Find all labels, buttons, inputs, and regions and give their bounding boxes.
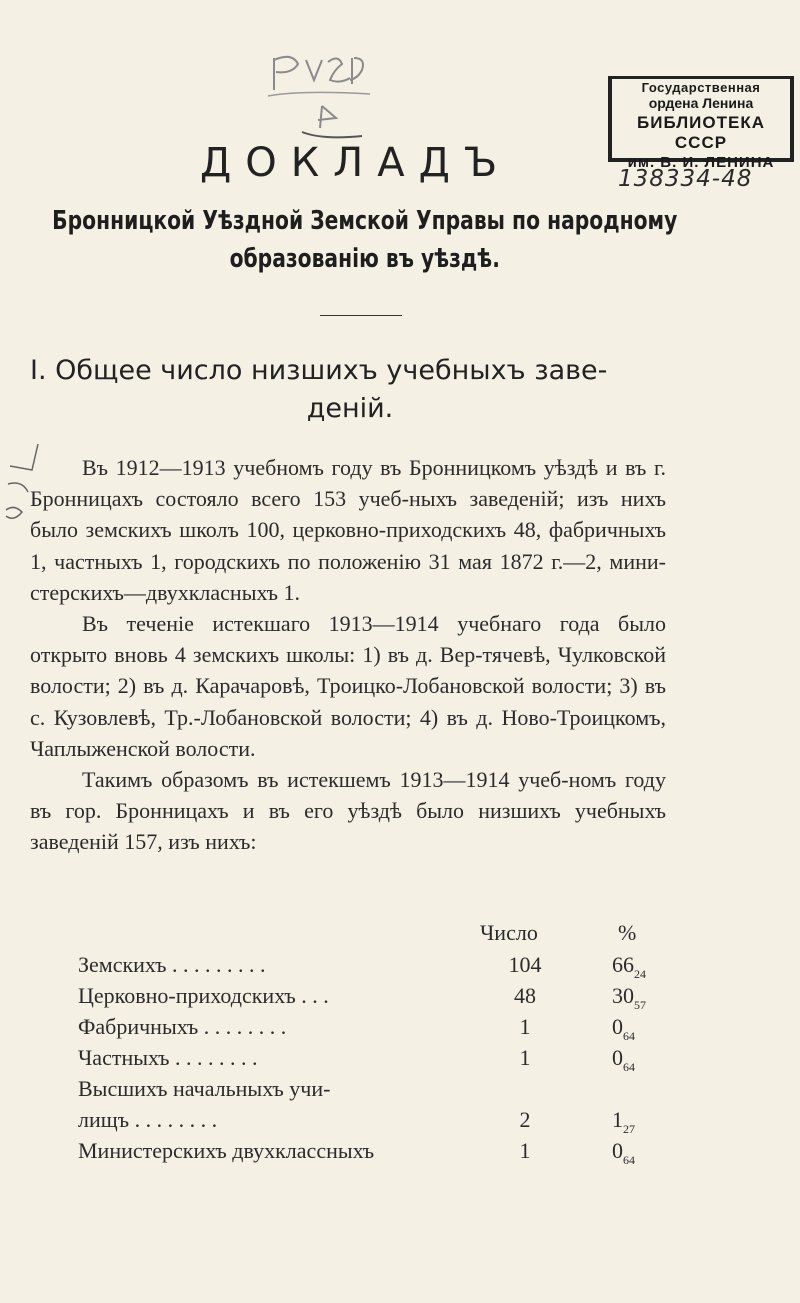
table-row	[78, 983, 678, 1014]
percent-main: 30	[612, 983, 634, 1008]
row-count: 1	[519, 1045, 531, 1070]
row-label: Фабричныхъ . . . . . . . .	[78, 1014, 287, 1039]
row-percent	[612, 983, 646, 1013]
percent-fraction: 64	[623, 1029, 635, 1043]
percent-main: 1	[612, 1107, 623, 1132]
header-percent: %	[618, 920, 637, 945]
percent-fraction: 24	[634, 967, 646, 981]
row-percent	[612, 952, 646, 982]
percent-fraction: 64	[623, 1153, 635, 1167]
paragraph-2: Въ теченіе истекшаго 1913—1914 учебнаго года было открыто вновь 4 земскихъ школы: 1) въ д. Вер-тячевѣ, Чулковской волости; 2) въ д. Карачаровѣ, Троицко-Лобановской волости; 3) въ с. Кузовлевѣ, Тр.-Лобановской волости; 4) въ д. Ново-Троицкомъ, Чаплыженской волости.	[30, 611, 666, 761]
stamp-line-3: БИБЛИОТЕКА СССР	[637, 113, 765, 152]
percent-main: 0	[612, 1014, 623, 1039]
paragraph-1: Въ 1912—1913 учебномъ году въ Бронницкомъ уѣздѣ и въ г. Бронницахъ состояло всего 153 учеб-ныхъ заведеній; изъ нихъ было земскихъ школъ 100, церковно-приходскихъ 48, фабричныхъ 1, частныхъ 1, городскихъ по положенію 31 мая 1872 г.—2, мини-стерскихъ—двухкласныхъ 1.	[30, 455, 666, 605]
row-count: 1	[519, 1138, 531, 1163]
row-label: Частныхъ . . . . . . . .	[78, 1045, 258, 1070]
document-title: ДОКЛАДЪ	[200, 140, 512, 186]
row-count: 2	[519, 1107, 531, 1132]
percent-main: 66	[612, 952, 634, 977]
divider-rule	[320, 315, 402, 316]
handwriting-icon	[262, 50, 372, 145]
percent-fraction: 27	[623, 1122, 635, 1136]
table-row	[78, 1014, 678, 1045]
section-heading	[30, 352, 670, 428]
percent-fraction: 57	[634, 998, 646, 1012]
percent-main: 0	[612, 1045, 623, 1070]
library-stamp	[608, 76, 794, 171]
row-label: Церковно-приходскихъ . . .	[78, 983, 329, 1008]
row-label: Земскихъ . . . . . . . . .	[78, 952, 266, 977]
row-count: 48	[514, 983, 536, 1008]
row-percent	[612, 1045, 635, 1075]
stamp-line-4: им. В. И. ЛЕНИНА	[627, 154, 775, 171]
percent-main: 0	[612, 1138, 623, 1163]
subtitle-line-1: Бронницкой Уѣздной Земской Управы по народному	[52, 206, 678, 236]
header-count: Число	[480, 920, 538, 945]
stamp-line-1: Государственная	[641, 80, 761, 95]
stamp-line-2: ордена Ленина	[648, 95, 754, 111]
body-text	[30, 452, 666, 858]
row-label: лищъ . . . . . . . .	[78, 1107, 218, 1132]
section-heading-line-2: деній.	[306, 393, 394, 424]
row-label: Высшихъ начальныхъ учи-	[78, 1076, 331, 1101]
section-heading-line-1: I. Общее число низшихъ учебныхъ заве-	[30, 355, 608, 386]
table-row	[78, 1138, 678, 1169]
document-subtitle	[20, 202, 710, 278]
table-row	[78, 1107, 678, 1138]
row-label: Министерскихъ двухклассныхъ	[78, 1138, 375, 1163]
row-count: 1	[519, 1014, 531, 1039]
row-percent	[612, 1138, 635, 1168]
table-row	[78, 1076, 678, 1107]
row-percent	[612, 1014, 635, 1044]
row-count: 104	[508, 952, 542, 977]
table-row	[78, 952, 678, 983]
subtitle-line-2: образованію въ уѣздѣ.	[229, 244, 500, 274]
table-row	[78, 1045, 678, 1076]
percent-fraction: 64	[623, 1060, 635, 1074]
handwritten-shelf-mark	[262, 50, 372, 145]
stamp-inventory-number: 138334-48	[618, 166, 753, 192]
paragraph-3: Такимъ образомъ въ истекшемъ 1913—1914 учеб-номъ году въ гор. Бронницахъ и въ его уѣздѣ было низшихъ учебныхъ заведеній 157, изъ нихъ:	[30, 767, 666, 855]
row-percent	[612, 1107, 635, 1137]
